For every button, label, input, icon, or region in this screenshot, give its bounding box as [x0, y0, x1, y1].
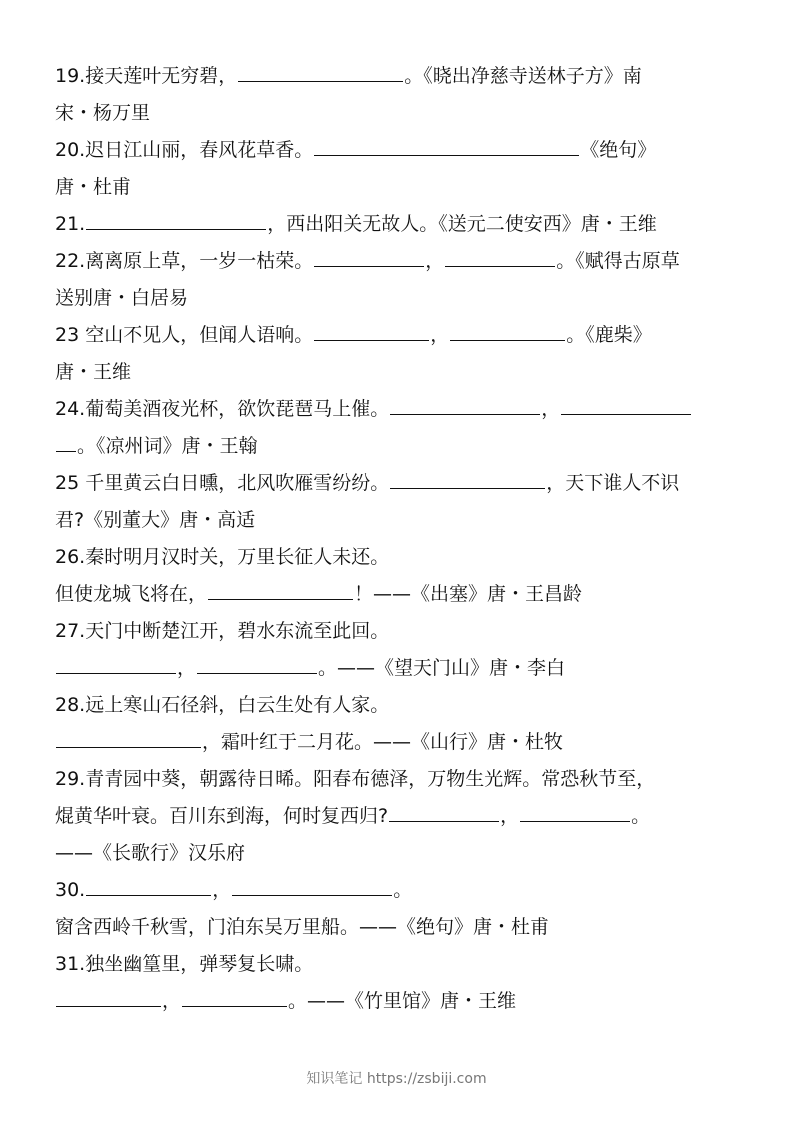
line-text: ！——《出塞》唐・王昌龄: [354, 583, 583, 605]
q31-fill-line: [55, 983, 745, 1020]
line-text: ，西出阳关无故人。《送元二使安西》唐・王维: [267, 213, 657, 235]
answer-blank[interactable]: [314, 265, 424, 267]
line-text: 。: [393, 879, 413, 901]
line-text: 宋・杨万里: [55, 102, 151, 124]
q21-line: [55, 206, 745, 243]
line-text: ，天下谁人不识: [546, 472, 680, 494]
line-text: 22.离离原上草，一岁一枯荣。: [55, 250, 314, 272]
q20-source-line: [55, 169, 745, 206]
line-text: ，: [177, 657, 197, 679]
line-text: 。: [631, 805, 651, 827]
line-text: 28.远上寒山石径斜，白云生处有人家。: [55, 694, 390, 716]
answer-blank[interactable]: [390, 413, 540, 415]
answer-blank[interactable]: [238, 80, 403, 82]
q28-fill-line: [55, 724, 745, 761]
q20-line: [55, 132, 745, 169]
line-text: 。《鹿柴》: [566, 324, 652, 346]
q22-line: [55, 243, 745, 280]
answer-blank[interactable]: [445, 265, 555, 267]
line-text: ——《长歌行》汉乐府: [55, 842, 246, 864]
q27-fill-line: [55, 650, 745, 687]
answer-blank[interactable]: [232, 894, 392, 896]
line-text: 20.迟日江山丽，春风花草香。: [55, 139, 314, 161]
q25-source-line: [55, 502, 745, 539]
line-text: ，: [425, 250, 445, 272]
q25-line: [55, 465, 745, 502]
line-text: ，: [212, 879, 232, 901]
line-text: 送别唐・白居易: [55, 287, 189, 309]
answer-blank[interactable]: [182, 1005, 287, 1007]
answer-blank[interactable]: [56, 746, 201, 748]
line-text: ，霜叶红于二月花。——《山行》唐・杜牧: [202, 731, 564, 753]
footer-watermark: 知识笔记 https://zsbiji.com: [306, 1071, 487, 1087]
q19-line: [55, 58, 745, 95]
q26-line: [55, 539, 745, 576]
line-text: 唐・王维: [55, 361, 132, 383]
q22-source-line: [55, 280, 745, 317]
line-text: 唐・杜甫: [55, 176, 132, 198]
line-text: 。——《望天门山》唐・李白: [318, 657, 566, 679]
q23-source-line: [55, 354, 745, 391]
answer-blank[interactable]: [56, 450, 76, 452]
q24-line: [55, 391, 745, 428]
q29-fill-line: [55, 798, 745, 835]
line-text: 25 千里黄云白日曛，北风吹雁雪纷纷。: [55, 472, 390, 494]
answer-blank[interactable]: [56, 1005, 161, 1007]
q30-line: [55, 909, 745, 946]
line-text: ，: [500, 805, 520, 827]
answer-blank[interactable]: [314, 154, 579, 156]
q19-source-line: [55, 95, 745, 132]
line-text: 。《晓出净慈寺送林子方》南: [404, 65, 642, 87]
line-text: 窗含西岭千秋雪，门泊东吴万里船。——《绝句》唐・杜甫: [55, 916, 550, 938]
line-text: 30.: [55, 879, 86, 901]
q24-source-line: [55, 428, 745, 465]
answer-blank[interactable]: [86, 894, 211, 896]
line-text: 23 空山不见人，但闻人语响。: [55, 324, 314, 346]
line-text: 21.: [55, 213, 86, 235]
line-text: 29.青青园中葵，朝露待日晞。阳春布德泽，万物生光辉。常恐秋节至，: [55, 768, 656, 790]
line-text: 24.葡萄美酒夜光杯，欲饮琵琶马上催。: [55, 398, 390, 420]
q29-source-line: [55, 835, 745, 872]
line-text: 。——《竹里馆》唐・王维: [288, 990, 517, 1012]
answer-blank[interactable]: [561, 413, 691, 415]
q31-line: [55, 946, 745, 983]
poem-fill-in-list: [55, 58, 745, 1020]
line-text: 27.天门中断楚江开，碧水东流至此回。: [55, 620, 390, 642]
line-text: 。《赋得古原草: [556, 250, 680, 272]
line-text: 君?《别董大》唐・高适: [55, 509, 256, 531]
line-text: 19.接天莲叶无穷碧，: [55, 65, 238, 87]
line-text: 焜黄华叶衰。百川东到海，何时复西归?: [55, 805, 389, 827]
line-text: 。《凉州词》唐・王翰: [77, 435, 258, 457]
line-text: 31.独坐幽篁里，弹琴复长啸。: [55, 953, 314, 975]
line-text: 26.秦时明月汉时关，万里长征人未还。: [55, 546, 390, 568]
answer-blank[interactable]: [389, 820, 499, 822]
q28-line: [55, 687, 745, 724]
answer-blank[interactable]: [56, 672, 176, 674]
answer-blank[interactable]: [314, 339, 429, 341]
answer-blank[interactable]: [86, 228, 266, 230]
line-text: ，: [162, 990, 182, 1012]
q23-line: [55, 317, 745, 354]
answer-blank[interactable]: [197, 672, 317, 674]
q30-fill-line: [55, 872, 745, 909]
answer-blank[interactable]: [390, 487, 545, 489]
line-text: 但使龙城飞将在，: [55, 583, 208, 605]
line-text: ，: [541, 398, 561, 420]
q26-fill-line: [55, 576, 745, 613]
line-text: ，: [430, 324, 450, 346]
answer-blank[interactable]: [450, 339, 565, 341]
q27-line: [55, 613, 745, 650]
answer-blank[interactable]: [208, 598, 353, 600]
q29-line: [55, 761, 745, 798]
line-text: 《绝句》: [580, 139, 657, 161]
answer-blank[interactable]: [520, 820, 630, 822]
